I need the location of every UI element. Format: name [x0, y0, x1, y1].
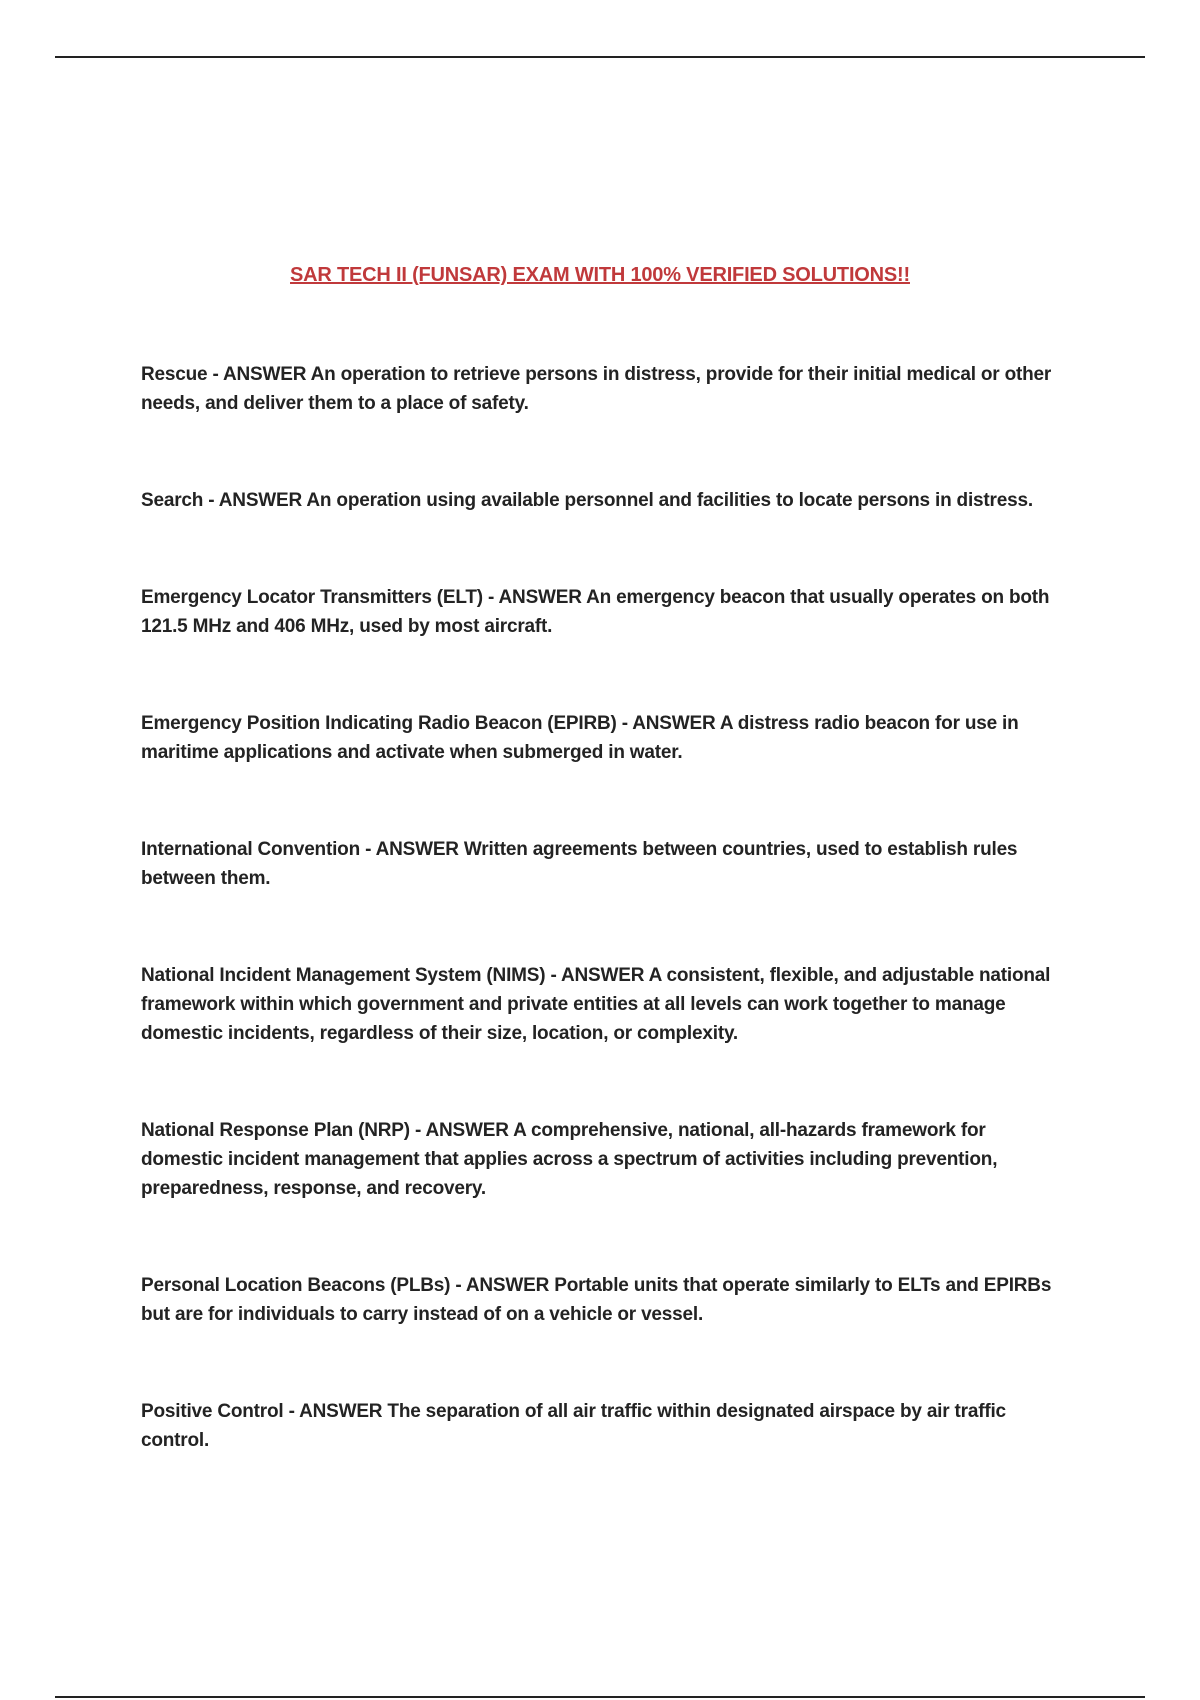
qa-term: Emergency Position Indicating Radio Beacon (EPIRB) [141, 713, 617, 734]
answer-marker: ANSWER [498, 587, 582, 608]
answer-marker: ANSWER [223, 364, 307, 385]
answer-marker: ANSWER [560, 965, 645, 986]
qa-answer: The separation of all air traffic within designated airspace by air traffic control. [141, 1401, 1006, 1451]
qa-answer: An operation to retrieve persons in distress, provide for their initial medical or other needs, and deliver them to a place of safety. [141, 364, 1052, 414]
qa-entry-rescue: Rescue - ANSWER An operation to retrieve persons in distress, provide for their initial medical or other needs, and deliver them to a place of safety. [141, 364, 1052, 414]
qa-term: National Incident Management System (NIMS) [141, 965, 546, 986]
qa-term: Emergency Locator Transmitters (ELT) [141, 587, 483, 608]
qa-term: Search [141, 490, 204, 511]
qa-term: Personal Location Beacons (PLBs) [141, 1275, 451, 1296]
qa-answer: A distress radio beacon for use in maritime applications and activate when submerged in water. [141, 713, 1019, 763]
answer-marker: ANSWER [299, 1401, 383, 1422]
top-rule [55, 56, 1145, 58]
answer-marker: ANSWER [632, 713, 716, 734]
qa-answer: Written agreements between countries, used to establish rules between them. [141, 839, 1018, 889]
answer-marker: ANSWER [465, 1275, 550, 1296]
document-title: SAR TECH II (FUNSAR) EXAM WITH 100% VERIFIED SOLUTIONS!! [290, 264, 910, 286]
qa-term: Positive Control [141, 1401, 284, 1422]
qa-list [141, 360, 1071, 1523]
bottom-rule [55, 1696, 1145, 1698]
qa-entry-search: Search - ANSWER An operation using available personnel and facilities to locate persons in distress. [141, 490, 1033, 511]
answer-marker: ANSWER [375, 839, 459, 860]
qa-entry-nrp: National Response Plan (NRP) - ANSWER A comprehensive, national, all-hazards framework for domestic incident management that applies across a spectrum of activities including prevention, preparedness, response, and recovery. [141, 1120, 998, 1199]
qa-entry-plbs: Personal Location Beacons (PLBs) - ANSWER Portable units that operate similarly to ELTs and EPIRBs but are for individuals to carry instead of on a vehicle or vessel. [141, 1275, 1052, 1325]
qa-answer: A comprehensive, national, all-hazards framework for domestic incident management that applies across a spectrum of activities including prevention, preparedness, response, and recovery. [141, 1120, 998, 1199]
qa-answer: An emergency beacon that usually operates on both 121.5 MHz and 406 MHz, used by most aircraft. [141, 587, 1050, 637]
qa-term: Rescue [141, 364, 208, 385]
qa-entry-elt: Emergency Locator Transmitters (ELT) - ANSWER An emergency beacon that usually operates on both 121.5 MHz and 406 MHz, used by most aircraft. [141, 587, 1050, 637]
qa-answer: Portable units that operate similarly to ELTs and EPIRBs but are for individuals to carry instead of on a vehicle or vessel. [141, 1275, 1052, 1325]
qa-entry-international-convention: International Convention - ANSWER Written agreements between countries, used to establish rules between them. [141, 839, 1018, 889]
answer-marker: ANSWER [425, 1120, 509, 1141]
qa-entry-nims: National Incident Management System (NIMS) - ANSWER A consistent, flexible, and adjustable national framework within which government and private entities at all levels can work together to manage domestic incidents, regardless of their size, location, or complexity. [141, 965, 1051, 1044]
qa-answer: An operation using available personnel and facilities to locate persons in distress. [306, 490, 1033, 511]
qa-term: International Convention [141, 839, 360, 860]
qa-term: National Response Plan (NRP) [141, 1120, 410, 1141]
qa-entry-positive-control: Positive Control - ANSWER The separation of all air traffic within designated airspace by air traffic control. [141, 1401, 1006, 1451]
qa-answer: A consistent, flexible, and adjustable national framework within which government and private entities at all levels can work together to manage domestic incidents, regardless of their size, location, or complexity. [141, 965, 1051, 1044]
qa-entry-epirb: Emergency Position Indicating Radio Beacon (EPIRB) - ANSWER A distress radio beacon for use in maritime applications and activate when submerged in water. [141, 713, 1019, 763]
answer-marker: ANSWER [218, 490, 303, 511]
